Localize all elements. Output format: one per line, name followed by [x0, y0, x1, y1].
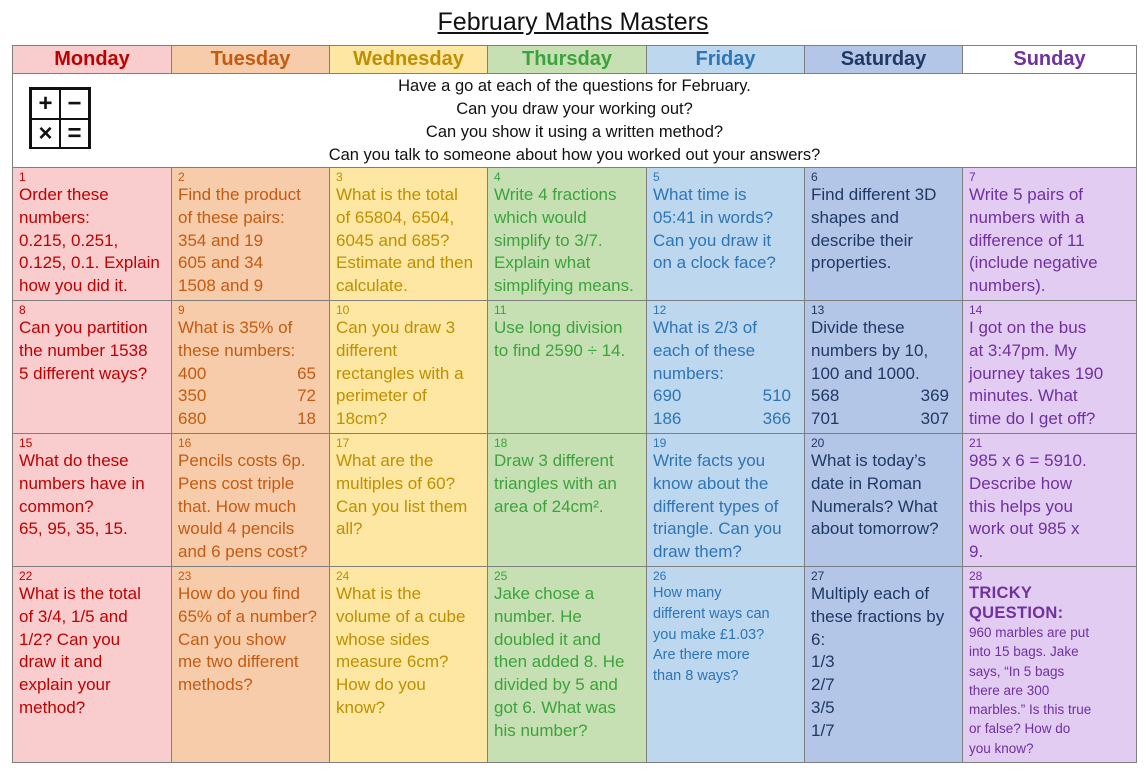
day-number: 4 [494, 170, 501, 184]
day-number: 27 [811, 568, 825, 583]
day-number: 8 [19, 302, 26, 317]
question-text: Draw 3 different triangles with an area of 24cm². [494, 450, 617, 516]
week-row [13, 168, 1137, 301]
day-number: 3 [336, 170, 343, 184]
number-value: 568 [811, 386, 840, 406]
day-number: 28 [969, 568, 983, 583]
day-cell [963, 168, 1137, 301]
question-text: Divide these numbers by 10, 100 and 1000. [811, 317, 929, 383]
page-title: February Maths Masters [437, 8, 709, 36]
number-value: 65 [297, 363, 316, 383]
day-number: 24 [336, 568, 350, 583]
day-number: 18 [494, 435, 508, 450]
day-cell [805, 300, 963, 433]
day-number: 13 [811, 302, 825, 317]
intro-line: Can you talk to someone about how you worked out your answers? [328, 146, 821, 164]
question-text: What is the total of 3/4, 1/5 and 1/2? Can you draw it and explain your method? [19, 583, 141, 717]
number-value: 369 [920, 386, 949, 406]
day-header-saturday: Saturday [805, 46, 963, 74]
number-value: 186 [653, 409, 682, 429]
day-cell [488, 566, 647, 762]
intro-cell [13, 74, 1137, 168]
intro-line: Can you draw your working out? [456, 100, 693, 118]
intro-line: Can you show it using a written method? [425, 123, 724, 141]
day-header-row [13, 46, 1137, 74]
day-cell [13, 433, 172, 566]
intro-line: Have a go at each of the questions for February. [398, 77, 751, 95]
minus-symbol: − [60, 89, 89, 119]
day-number: 26 [653, 568, 667, 583]
number-pair [178, 385, 323, 408]
day-cell [488, 168, 647, 301]
day-cell [13, 566, 172, 762]
day-cell [13, 168, 172, 301]
number-value: 307 [920, 409, 949, 429]
number-value: 72 [297, 386, 316, 406]
question-text: What is the volume of a cube whose sides measure 6cm? How do you know? [336, 583, 466, 717]
multiply-symbol: × [31, 119, 60, 149]
question-text: 960 marbles are put into 15 bags. Jake says, “In 5 bags there are 300 marbles.” Is this true or false? How do you know? [969, 624, 1092, 756]
day-number: 2 [178, 170, 185, 184]
intro-text [13, 74, 1136, 167]
number-value: 690 [653, 386, 682, 406]
week-row [13, 566, 1137, 762]
question-text: What is the total of 65804, 6504, 6045 and 685? Estimate and then calculate. [336, 185, 474, 296]
day-number: 21 [969, 435, 983, 450]
question-text: What is 35% of these numbers: [178, 317, 296, 360]
question-text: What time is 05:41 in words? Can you draw it on a clock face? [653, 185, 776, 273]
intro-row [13, 74, 1137, 168]
question-text: Jake chose a number. He doubled it and then added 8. He divided by 5 and got 6. What was his number? [494, 583, 625, 740]
day-cell [488, 300, 647, 433]
day-cell [647, 168, 805, 301]
question-text: What is 2/3 of each of these numbers: [653, 317, 757, 383]
day-cell [172, 433, 330, 566]
day-number: 25 [494, 568, 508, 583]
question-text: What are the multiples of 60? Can you list them all? [336, 450, 468, 539]
day-cell [647, 566, 805, 762]
number-pair [811, 385, 956, 408]
day-cell [805, 433, 963, 566]
week-row [13, 433, 1137, 566]
number-value: 366 [762, 409, 791, 429]
number-value: 18 [297, 409, 316, 429]
question-text: Write facts you know about the different types of triangle. Can you draw them? [653, 450, 782, 562]
day-cell [330, 566, 488, 762]
day-header-sunday: Sunday [963, 46, 1137, 74]
day-number: 14 [969, 302, 983, 317]
day-cell [805, 566, 963, 762]
day-cell [330, 433, 488, 566]
day-header-monday: Monday [13, 46, 172, 74]
day-number: 10 [336, 302, 350, 317]
number-pair [653, 408, 798, 431]
day-cell [330, 168, 488, 301]
day-number: 22 [19, 568, 33, 583]
question-text: Can you draw 3 different rectangles with a perimeter of 18cm? [336, 317, 464, 429]
day-cell [13, 300, 172, 433]
number-pair [178, 363, 323, 386]
question-text: Find the product of these pairs: 354 and 19 605 and 34 1508 and 9 [178, 185, 301, 296]
day-number: 7 [969, 170, 976, 184]
day-header-wednesday: Wednesday [330, 46, 488, 74]
day-number: 5 [653, 170, 660, 184]
day-cell [963, 566, 1137, 762]
question-text: Multiply each of these fractions by 6: 1/3 2/7 3/5 1/7 [811, 583, 945, 740]
number-value: 510 [762, 386, 791, 406]
plus-symbol: + [31, 89, 60, 119]
question-text: Use long division to find 2590 ÷ 14. [494, 317, 626, 360]
day-number: 9 [178, 302, 185, 317]
number-pair [178, 408, 323, 431]
day-cell [963, 433, 1137, 566]
number-pair [653, 385, 798, 408]
week-row [13, 300, 1137, 433]
question-text: What do these numbers have in common? 65, 95, 35, 15. [19, 450, 145, 539]
question-text: How do you find 65% of a number? Can you show me two different methods? [178, 583, 317, 695]
day-cell [172, 566, 330, 762]
day-number: 16 [178, 435, 192, 450]
question-text: Can you partition the number 1538 5 different ways? [19, 317, 148, 383]
day-number: 12 [653, 302, 667, 317]
tricky-question-heading: TRICKY QUESTION: [969, 583, 1064, 622]
day-number: 6 [811, 170, 818, 184]
day-cell [647, 433, 805, 566]
day-number: 20 [811, 435, 825, 450]
day-cell [647, 300, 805, 433]
equals-symbol: = [60, 119, 89, 149]
day-cell [963, 300, 1137, 433]
day-number: 15 [19, 435, 33, 450]
day-cell [330, 300, 488, 433]
question-text: I got on the bus at 3:47pm. My journey takes 190 minutes. What time do I get off? [969, 317, 1104, 429]
day-number: 11 [494, 302, 507, 317]
day-number: 1 [19, 170, 26, 184]
question-text: 985 x 6 = 5910. Describe how this helps you work out 985 x 9. [969, 450, 1087, 562]
day-cell [488, 433, 647, 566]
day-cell [172, 300, 330, 433]
day-number: 23 [178, 568, 192, 583]
number-pair [811, 408, 956, 431]
day-cell [805, 168, 963, 301]
day-cell [172, 168, 330, 301]
day-header-friday: Friday [647, 46, 805, 74]
day-header-thursday: Thursday [488, 46, 647, 74]
number-value: 701 [811, 409, 840, 429]
question-text: How many different ways can you make £1.03? Are there more than 8 ways? [653, 584, 770, 685]
question-text: What is today’s date in Roman Numerals? What about tomorrow? [811, 450, 939, 539]
day-header-tuesday: Tuesday [172, 46, 330, 74]
day-number: 17 [336, 435, 350, 450]
question-text: Write 4 fractions which would simplify to 3/7. Explain what simplifying means. [494, 185, 634, 296]
question-text: Write 5 pairs of numbers with a difference of 11 (include negative numbers). [969, 185, 1098, 296]
number-value: 680 [178, 409, 207, 429]
calendar-grid [12, 45, 1137, 763]
number-value: 350 [178, 386, 207, 406]
day-number: 19 [653, 435, 667, 450]
question-text: Pencils costs 6p. Pens cost triple that. How much would 4 pencils and 6 pens cost? [178, 450, 308, 562]
question-text: Order these numbers: 0.215, 0.251, 0.125, 0.1. Explain how you did it. [19, 185, 160, 296]
number-value: 400 [178, 363, 207, 383]
question-text: Find different 3D shapes and describe their properties. [811, 185, 937, 273]
math-operations-icon [29, 87, 91, 149]
